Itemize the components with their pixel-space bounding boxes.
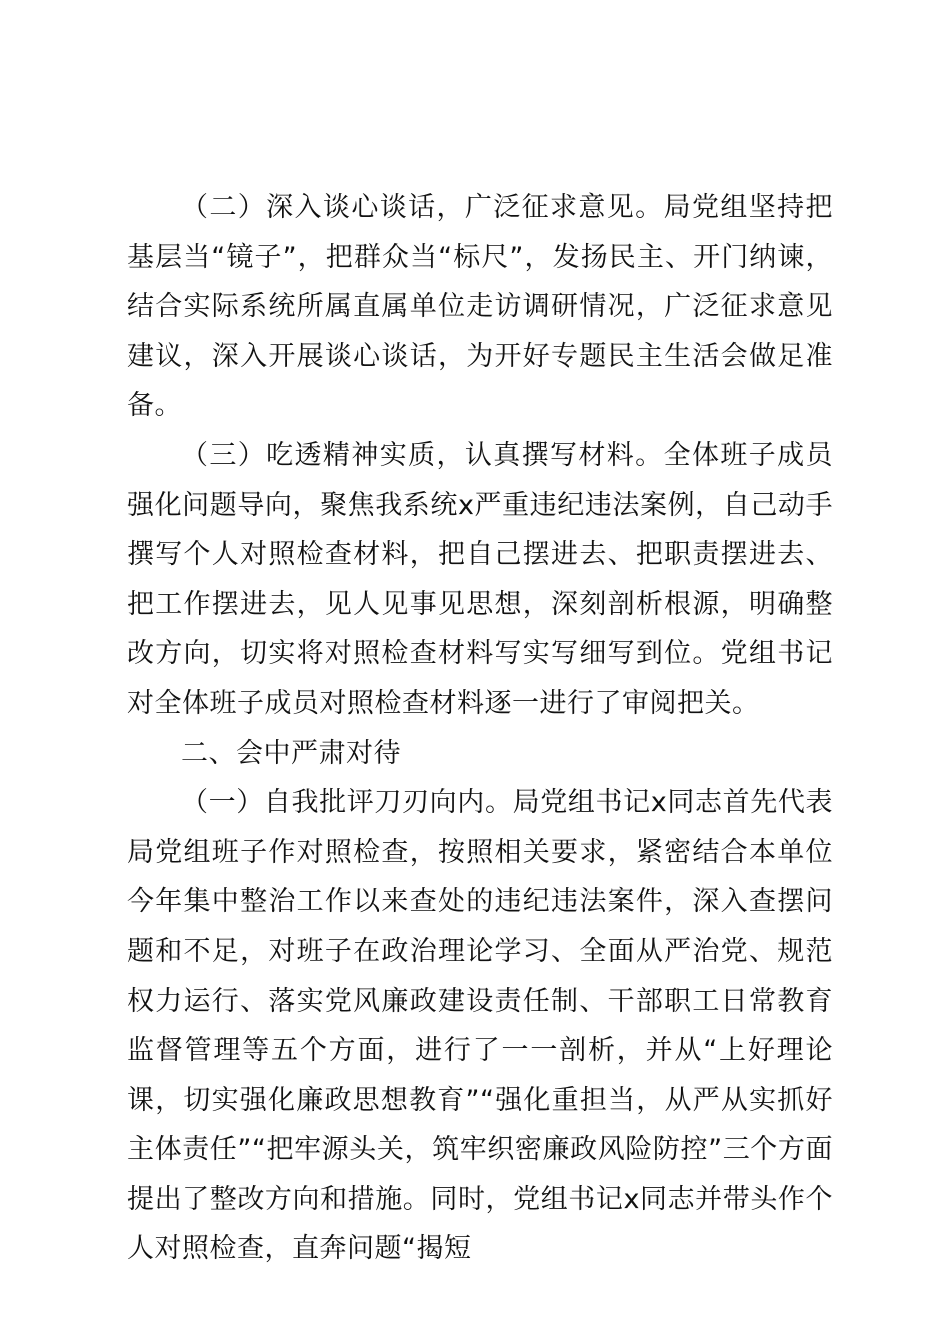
document-body: [127, 183, 833, 1274]
paragraph-materials: （三）吃透精神实质，认真撰写材料。全体班子成员强化问题导向，聚焦我系统x严重违纪违法案例，自己动手撰写个人对照检查材料，把自己摆进去、把职责摆进去、把工作摆进去，见人见事见思想，深刻剖析根源，明确整改方向，切实将对照检查材料写实写细写到位。党组书记对全体班子成员对照检查材料逐一进行了审阅把关。: [127, 439, 833, 719]
paragraph-talks: （二）深入谈心谈话，广泛征求意见。局党组坚持把基层当“镜子”，把群众当“标尺”，发扬民主、开门纳谏，结合实际系统所属直属单位走访调研情况，广泛征求意见建议，深入开展谈心谈话，为开好专题民主生活会做足准备。: [127, 192, 833, 422]
paragraph-self-criticism: （一）自我批评刀刃向内。局党组书记x同志首先代表局党组班子作对照检查，按照相关要求，紧密结合本单位今年集中整治工作以来查处的违纪违法案件，深入查摆问题和不足，对班子在政治理论学习、全面从严治党、规范权力运行、落实党风廉政建设责任制、干部职工日常教育监督管理等五个方面，进行了一一剖析，并从“上好理论课，切实强化廉政思想教育”“强化重担当，从严从实抓好主体责任”“把牢源头关，筑牢织密廉政风险防控”三个方面提出了整改方向和措施。同时，党组书记x同志并带头作个人对照检查，直奔问题“揭短: [127, 787, 833, 1265]
section-heading: 二、会中严肃对待: [181, 737, 401, 769]
